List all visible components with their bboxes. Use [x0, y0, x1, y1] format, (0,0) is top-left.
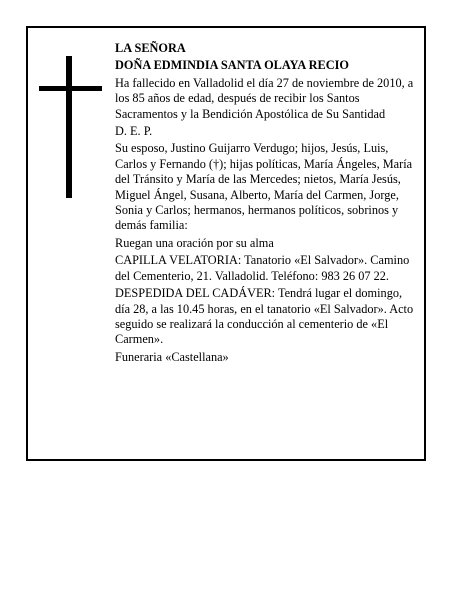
prayer-request: Ruegan una oración por su alma	[115, 235, 274, 250]
farewell-info: DESPEDIDA DEL CADÁVER: Tendrá lugar el domingo, día 28, a las 10.45 horas, en el tanatorio «El Salvador». Acto seguido se realizará la conducción al cementerio de «El Carmen».	[115, 286, 414, 347]
chapel-info: CAPILLA VELATORIA: Tanatorio «El Salvador». Camino del Cementerio, 21. Valladolid. Teléfono: 983 26 07 22.	[115, 253, 410, 283]
rip-text: D. E. P.	[115, 124, 153, 139]
obituary-notice	[26, 26, 426, 461]
notice-title: LA SEÑORA	[115, 41, 186, 55]
family-list: Su esposo, Justino Guijarro Verdugo; hijos, Jesús, Luis, Carlos y Fernando (†); hijas políticas, María Ángeles, María del Tránsito y María de las Mercedes; nietos, María Jesús, Miguel Ángel, Susana, Alberto, María del Carmen, Jorge, Sonia y Carlos; hermanos, hermanos políticos, sobrinos y demás familia:	[115, 141, 413, 233]
cross-vertical-bar	[66, 56, 72, 198]
cross-horizontal-bar	[39, 86, 102, 91]
funeral-home: Funeraria «Castellana»	[115, 349, 229, 364]
deceased-name: DOÑA EDMINDIA SANTA OLAYA RECIO	[115, 58, 349, 73]
notice-text	[115, 41, 420, 365]
death-announcement: Ha fallecido en Valladolid el día 27 de noviembre de 2010, a los 85 años de edad, después de recibir los Santos Sacramentos y la Bendición Apostólica de Su Santidad	[115, 75, 414, 121]
